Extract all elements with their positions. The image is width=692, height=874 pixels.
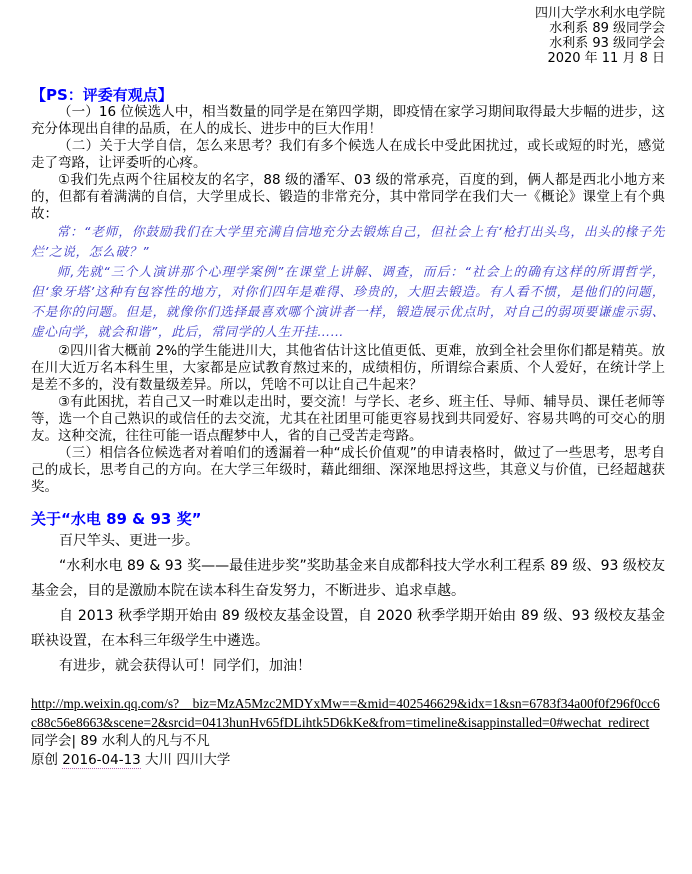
award-paragraph-4: 有进步，就会获得认可！同学们，加油！ bbox=[59, 658, 311, 674]
ps-quote-student: 常：“老师，你鼓励我们在大学里充满自信地充分去锻炼自己，但社会上有‘枪打出头鸟，出头的椽子先烂’之说，怎么破？” bbox=[31, 225, 665, 260]
ps-paragraph-5: ③有此困扰，若自己又一时难以走出时，要交流！与学长、老乡、班主任、导师、辅导员、课任老师等等，选一个自己熟识的或信任的去交流，尤其在社团里可能更容易找到共同爱好、容易共鸣的可交心的朋友。这种交流，往往可能一语点醒梦中人，省的自己受苦走弯路。 bbox=[31, 394, 665, 444]
article-source-line: 同学会| 89 水利人的凡与不凡 bbox=[31, 733, 210, 749]
ps-paragraph-3: ①我们先点两个往届校友的名字，88 级的潘军、03 级的常承亮，百度的到，俩人都是西北小地方来的，但都有着满满的自信，大学里成长、锻造的非常充分，其中常同学在我们大一《概论》课堂上有个典故： bbox=[31, 172, 665, 222]
header-line-class93: 水利系 93 级同学会 bbox=[549, 36, 665, 51]
origin-label: 原创 bbox=[31, 751, 63, 768]
award-section-heading: 关于“水电 89 & 93 奖” bbox=[31, 510, 202, 528]
origin-date: 2016-04-13 bbox=[62, 751, 141, 768]
ps-paragraph-6: （三）相信各位候选者对着咱们的透漏着一种“成长价值观”的申请表格时，做过了一些思考，思考自己的成长，思考自己的方向。在大学三年级时，藉此细细、深深地思捋这些，其意义与价值，已经超越获奖。 bbox=[31, 445, 665, 495]
header-line-college: 四川大学水利水电学院 bbox=[534, 6, 665, 21]
ps-quote-teacher: 师,先就“三个人演讲那个心理学案例”在课堂上讲解、调查，而后：“社会上的确有这样的所谓哲学，但‘象牙塔’这种有包容性的地方，对你们四年是难得、珍贵的，大胆去锻造。有人看不惯，是他们的问题，不是你的问题。但是，就像你们选择最喜欢哪个演讲者一样，锻造展示优点时，对自己的弱项要谦虚示弱、虚心向学，就会和谐”，此后，常同学的人生开挂…… bbox=[31, 265, 665, 340]
award-paragraph-2: “水利水电 89 & 93 奖——最佳进步奖”奖助基金来自成都科技大学水利工程系 89 级、93 级校友基金会，目的是激励本院在读本科生奋发努力，不断进步、追求卓越。 bbox=[31, 558, 665, 599]
award-paragraph-1: 百尺竿头、更进一步。 bbox=[59, 533, 199, 549]
award-paragraph-3: 自 2013 秋季学期开始由 89 级校友基金设置，自 2020 秋季学期开始由 89 级、93 级校友基金联袂设置，在本科三年级学生中遴选。 bbox=[31, 608, 665, 649]
wechat-article-link[interactable]: http://mp.weixin.qq.com/s?__biz=MzA5Mzc2MDYxMw==&mid=402546629&idx=1&sn=6783f34a00f0f296f0cc6c88c56e8663&scene=2&srcid=0413hunHv65fDLihtk5D6kKe&from=timeline&isappinstalled=0#wechat_redirect bbox=[31, 696, 660, 730]
header-line-date: 2020 年 11 月 8 日 bbox=[547, 51, 665, 66]
doc-header bbox=[31, 6, 665, 66]
article-url-paragraph bbox=[31, 695, 665, 732]
ps-section-heading: 【PS：评委有观点】 bbox=[31, 86, 173, 104]
article-origin-line bbox=[31, 751, 665, 770]
ps-paragraph-4: ②四川省大概前 2%的学生能进川大，其他省估计这比值更低、更难，放到全社会里你们都是精英。放在川大近万名本科生里，大家都是应试教育熬过来的，成绩相仿，所谓综合素质、个人爱好，在统计学上是差不多的，没有数量级差异。所以，凭啥不可以让自己牛起来？ bbox=[31, 343, 665, 393]
ps-paragraph-1: （一）16 位候选人中，相当数量的同学是在第四学期，即疫情在家学习期间取得最大步幅的进步，这充分体现出自律的品质，在人的成长、进步中的巨大作用！ bbox=[31, 104, 665, 137]
header-line-class89: 水利系 89 级同学会 bbox=[549, 21, 665, 36]
origin-author: 大川 四川大学 bbox=[140, 751, 231, 768]
ps-paragraph-2: （二）关于大学自信，怎么来思考？我们有多个候选人在成长中受此困扰过，或长或短的时光，感觉走了弯路，让评委听的心疼。 bbox=[31, 138, 665, 171]
